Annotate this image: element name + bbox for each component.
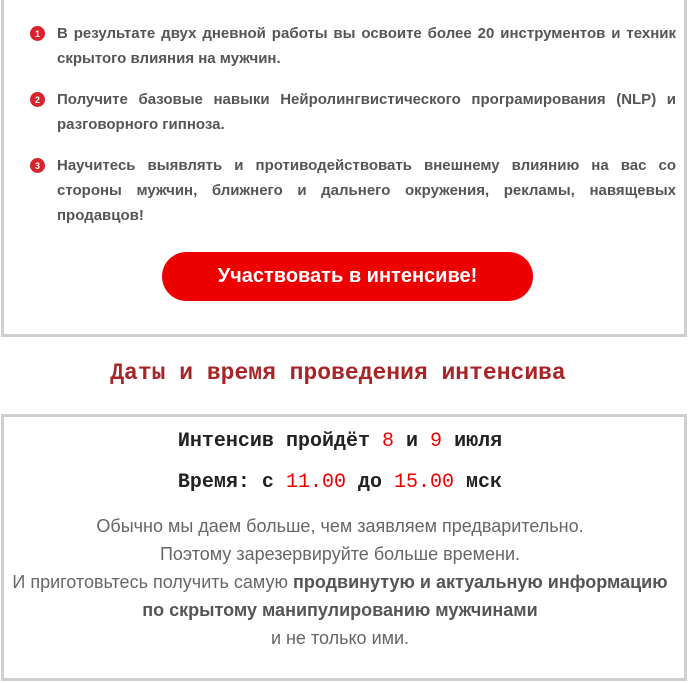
number-badge-icon: 3 — [30, 158, 45, 173]
benefit-item — [30, 87, 676, 137]
end-time: 15.00 — [394, 471, 455, 494]
benefit-text: Получите базовые навыки Нейролингвистического програмирования (NLP) и разговорного гипноза. — [57, 91, 676, 133]
day-2: 9 — [430, 430, 443, 453]
dates-prefix: Интенсив пройдёт — [177, 430, 370, 453]
number-badge-icon: 1 — [30, 26, 45, 41]
note-line: Обычно мы даем больше, чем заявляем предварительно. — [96, 516, 584, 536]
day-1: 8 — [381, 430, 394, 453]
note-paragraph — [0, 512, 680, 652]
timezone: мск — [466, 471, 503, 494]
note-emphasis: продвинутую и актуальную информацию по скрытому манипулированию мужчинами — [142, 572, 668, 620]
note-line: и не только ими. — [270, 628, 410, 648]
benefit-text: Научитесь выявлять и противодействовать внешнему влиянию на вас со стороны мужчин, ближнего и дальнего окружения, рекламы, навящевых продавцов! — [57, 157, 676, 224]
time-line — [0, 471, 680, 494]
benefit-item — [30, 21, 676, 71]
time-prefix: Время: с — [177, 471, 274, 494]
dates-line — [0, 430, 680, 453]
section-title: Даты и время проведения интенсива — [110, 360, 566, 386]
month: июля — [454, 430, 503, 453]
dates-and: и — [406, 430, 419, 453]
benefit-text: В результате двух дневной работы вы освоите более 20 инструментов и техник скрытого влияния на мужчин. — [57, 25, 676, 67]
number-badge-icon: 2 — [30, 92, 45, 107]
note-line: Поэтому зарезервируйте больше времени. — [159, 544, 521, 564]
note-line: И приготовьтесь получить самую — [12, 572, 288, 592]
join-intensive-button[interactable]: Участвовать в интенсиве! — [162, 252, 533, 301]
benefit-item — [30, 153, 676, 228]
start-time: 11.00 — [285, 471, 346, 494]
time-to: до — [357, 471, 382, 494]
